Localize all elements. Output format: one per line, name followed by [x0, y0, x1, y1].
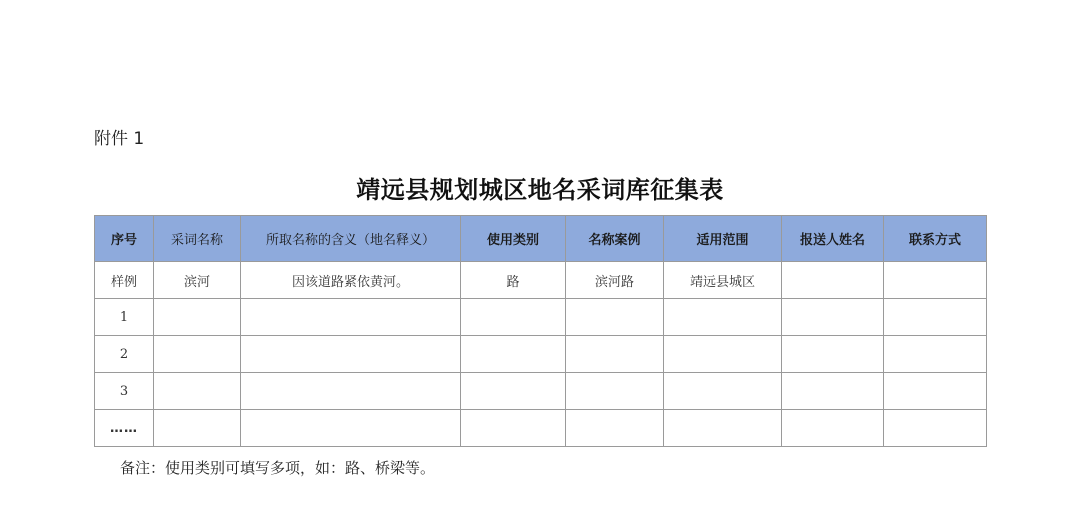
table-cell [241, 336, 461, 373]
table-cell [884, 336, 987, 373]
table-cell [782, 336, 884, 373]
table-cell: 因该道路紧依黄河。 [241, 262, 461, 299]
table-row [95, 336, 987, 373]
table-cell [664, 336, 782, 373]
page-title: 靖远县规划城区地名采词库征集表 [356, 176, 724, 204]
table-cell [154, 299, 241, 336]
header-cell-submitter-name: 报送人姓名 [782, 216, 884, 262]
table-cell [241, 373, 461, 410]
header-cell-usage-category: 使用类别 [461, 216, 566, 262]
header-cell-contact: 联系方式 [884, 216, 987, 262]
header-cell-scope: 适用范围 [664, 216, 782, 262]
header-cell-meaning: 所取名称的含义（地名释义） [241, 216, 461, 262]
header-cell-term-name: 采词名称 [154, 216, 241, 262]
table-cell [241, 410, 461, 447]
table-cell [782, 299, 884, 336]
table-cell [566, 373, 664, 410]
table-cell: 路 [461, 262, 566, 299]
table-cell: 3 [95, 373, 154, 410]
table-cell [566, 299, 664, 336]
table-cell: 2 [95, 336, 154, 373]
table-cell [566, 336, 664, 373]
table-row [95, 373, 987, 410]
table-header-row [95, 216, 987, 262]
table-cell [566, 410, 664, 447]
attachment-label: 附件 1 [94, 129, 145, 149]
table-cell-ellipsis: …… [95, 410, 154, 447]
table-cell [884, 299, 987, 336]
table-cell: 滨河路 [566, 262, 664, 299]
table-cell [884, 410, 987, 447]
header-cell-index: 序号 [95, 216, 154, 262]
header-cell-name-example: 名称案例 [566, 216, 664, 262]
table-cell [461, 299, 566, 336]
table-cell [664, 410, 782, 447]
table-cell [884, 262, 987, 299]
table-cell: 靖远县城区 [664, 262, 782, 299]
table-cell: 1 [95, 299, 154, 336]
table-cell [884, 373, 987, 410]
table-cell [664, 299, 782, 336]
table-cell [241, 299, 461, 336]
sample-row [95, 262, 987, 299]
table-cell [154, 410, 241, 447]
table-cell [782, 262, 884, 299]
table-cell: 滨河 [154, 262, 241, 299]
footnote: 备注：使用类别可填写多项，如：路、桥梁等。 [120, 459, 436, 477]
table-cell [461, 410, 566, 447]
table-cell: 样例 [95, 262, 154, 299]
table-cell [461, 336, 566, 373]
table-cell [782, 410, 884, 447]
table-cell [664, 373, 782, 410]
table-cell [782, 373, 884, 410]
table-cell [154, 373, 241, 410]
table-row [95, 410, 987, 447]
table-cell [154, 336, 241, 373]
table-row [95, 299, 987, 336]
table-cell [461, 373, 566, 410]
collection-form-table [94, 215, 987, 447]
